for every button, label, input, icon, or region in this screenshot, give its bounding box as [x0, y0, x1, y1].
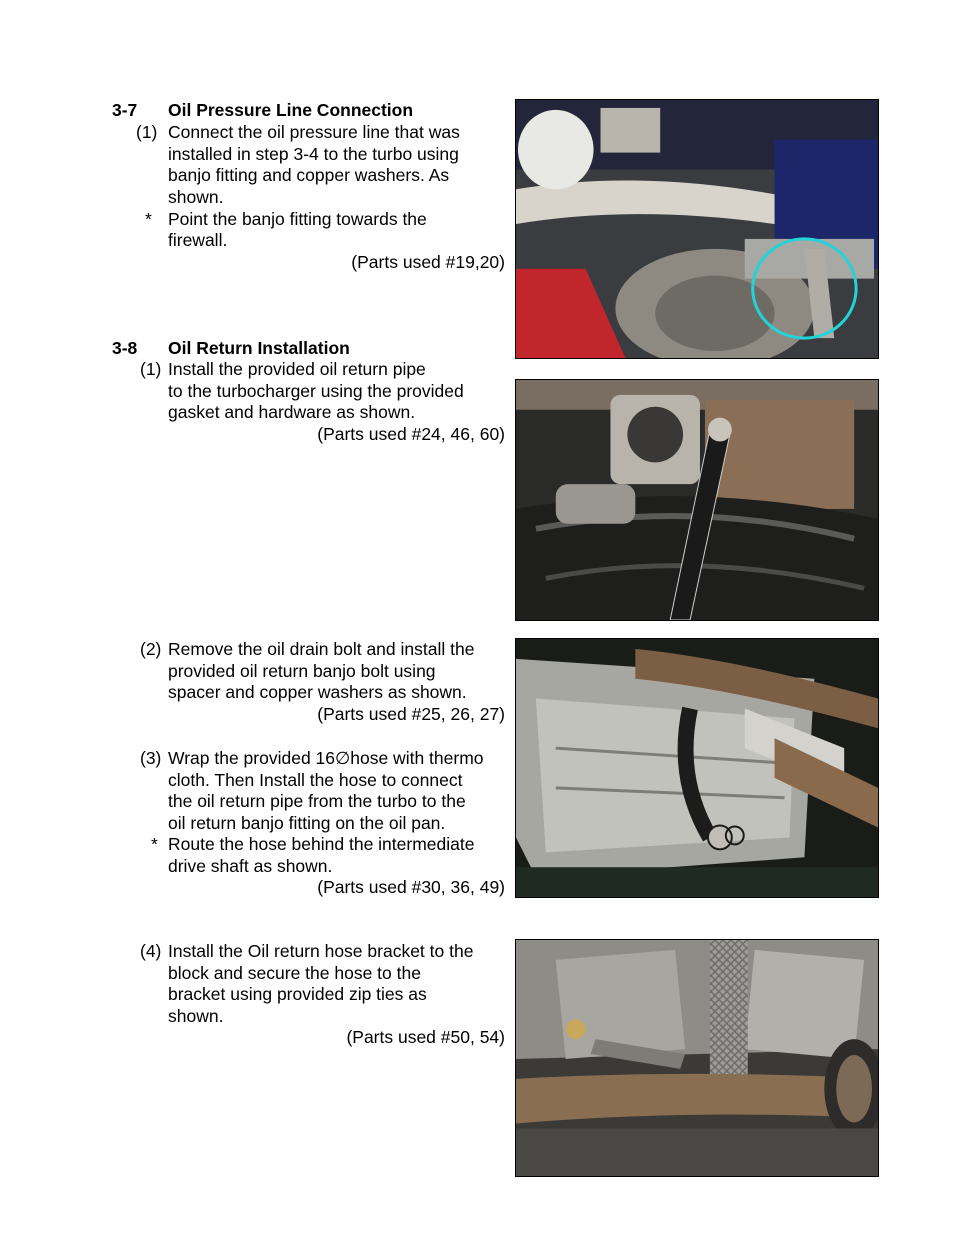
note-line: Route the hose behind the intermediate [168, 834, 475, 854]
step-line: Connect the oil pressure line that was [168, 122, 460, 142]
parts-used: (Parts used #25, 26, 27) [317, 704, 505, 724]
photo-hose-bracket [515, 939, 879, 1177]
step-line: Install the provided oil return pipe [168, 359, 426, 379]
step-number: (4) [140, 941, 162, 961]
section-3-8-heading [112, 338, 350, 360]
step-number: (2) [140, 639, 162, 659]
section-title: Oil Return Installation [168, 338, 350, 358]
step-line: gasket and hardware as shown. [168, 402, 416, 422]
step-line: to the turbocharger using the provided [168, 381, 464, 401]
step-line: Remove the oil drain bolt and install the [168, 639, 475, 659]
note-line: drive shaft as shown. [168, 856, 333, 876]
section-title: Oil Pressure Line Connection [168, 100, 414, 120]
parts-used: (Parts used #30, 36, 49) [317, 877, 505, 897]
step-line: bracket using provided zip ties as [168, 984, 427, 1004]
step-number: (3) [140, 748, 162, 768]
note-mark: * [145, 209, 152, 229]
photo-oil-return-pipe [515, 379, 879, 621]
step-line: the oil return pipe from the turbo to the [168, 791, 466, 811]
parts-used: (Parts used #19,20) [351, 252, 505, 272]
step-line: shown. [168, 187, 224, 207]
section-3-7-heading [112, 100, 414, 122]
note-mark: * [151, 834, 158, 854]
step-line: Wrap the provided 16∅hose with thermo [168, 748, 484, 768]
step-line: banjo fitting and copper washers. As [168, 165, 450, 185]
photo-oil-pan-banjo [515, 638, 879, 898]
section-number: 3-8 [112, 338, 138, 358]
note-line: Point the banjo fitting towards the [168, 209, 427, 229]
section-number: 3-7 [112, 100, 138, 120]
step-number: (1) [140, 359, 162, 379]
step-number: (1) [136, 122, 158, 142]
parts-used: (Parts used #24, 46, 60) [317, 424, 505, 444]
step-line: spacer and copper washers as shown. [168, 682, 467, 702]
step-line: shown. [168, 1006, 224, 1026]
parts-used: (Parts used #50, 54) [346, 1027, 505, 1047]
step-line: installed in step 3-4 to the turbo using [168, 144, 459, 164]
photo-oil-pressure-line [515, 99, 879, 359]
step-line: provided oil return banjo bolt using [168, 661, 436, 681]
note-line: firewall. [168, 230, 228, 250]
step-line: Install the Oil return hose bracket to the [168, 941, 474, 961]
step-line: block and secure the hose to the [168, 963, 421, 983]
step-line: oil return banjo fitting on the oil pan. [168, 813, 446, 833]
step-line: cloth. Then Install the hose to connect [168, 770, 463, 790]
